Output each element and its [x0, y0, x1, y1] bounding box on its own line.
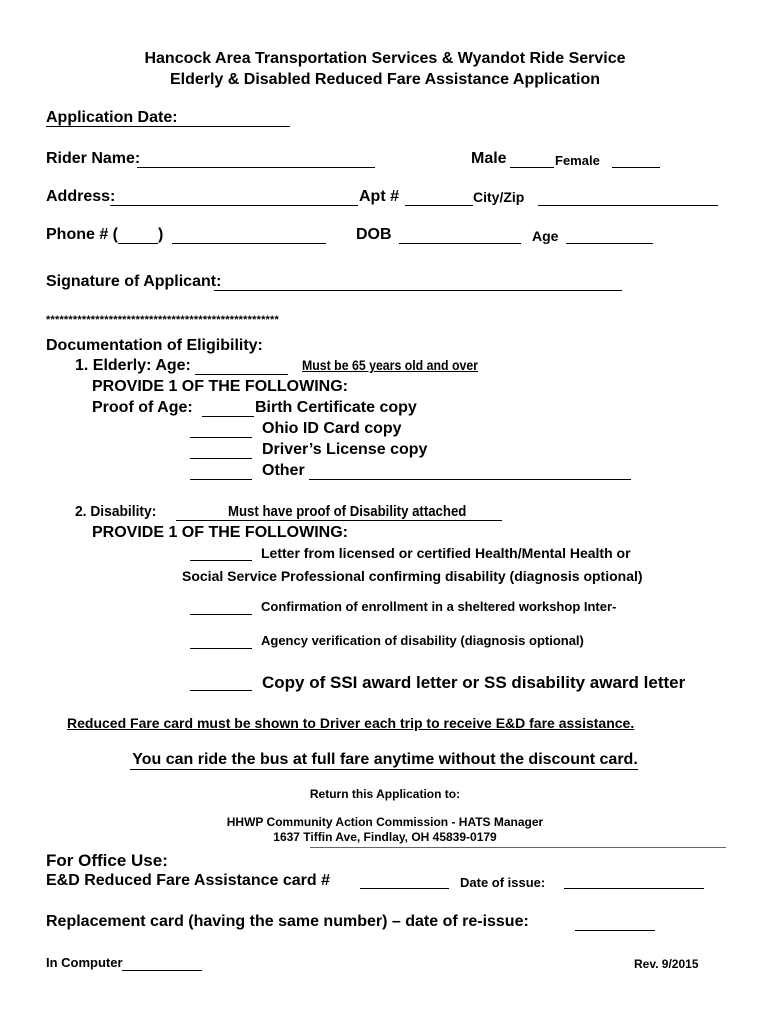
- dob-field[interactable]: [399, 243, 521, 244]
- female-field[interactable]: [612, 167, 660, 168]
- apt-label: Apt #: [359, 188, 399, 205]
- drivers-license-checkbox[interactable]: [190, 458, 252, 459]
- elderly-age-label: 1. Elderly: Age:: [75, 357, 191, 374]
- office-use-heading: For Office Use:: [46, 851, 168, 870]
- rider-name-label: Rider Name:: [46, 150, 141, 167]
- sheltered-workshop-option: Confirmation of enrollment in a sheltered workshop Inter-: [261, 599, 617, 614]
- city-zip-field[interactable]: [538, 205, 718, 206]
- phone-area-code-field[interactable]: [118, 243, 158, 244]
- disability-underline: [176, 520, 502, 521]
- age-field[interactable]: [566, 243, 653, 244]
- ssi-letter-option: Copy of SSI award letter or SS disability award letter: [262, 673, 686, 692]
- signature-label: Signature of Applicant:: [46, 273, 222, 290]
- disability-label: 2. Disability:: [75, 503, 157, 520]
- card-number-label: E&D Reduced Fare Assistance card #: [46, 872, 330, 889]
- male-field[interactable]: [510, 167, 554, 168]
- phone-close-paren: ): [158, 226, 164, 243]
- apt-field[interactable]: [405, 205, 473, 206]
- birth-certificate-option: Birth Certificate copy: [255, 399, 417, 416]
- revision-label: Rev. 9/2015: [634, 957, 699, 971]
- full-fare-underline: [130, 769, 638, 770]
- health-letter-option-line1: Letter from licensed or certified Health/Mental Health or: [261, 545, 631, 561]
- full-fare-notice: You can ride the bus at full fare anytime without the discount card.: [132, 751, 638, 768]
- phone-number-field[interactable]: [172, 243, 326, 244]
- proof-of-age-label: Proof of Age:: [92, 399, 193, 416]
- reissue-date-field[interactable]: [575, 930, 655, 931]
- signature-field[interactable]: [214, 290, 622, 291]
- male-label: Male: [471, 150, 507, 167]
- agency-verification-option: Agency verification of disability (diagnosis optional): [261, 633, 584, 648]
- other-checkbox[interactable]: [190, 479, 252, 480]
- elderly-provide-heading: PROVIDE 1 OF THE FOLLOWING:: [92, 378, 348, 395]
- address-field[interactable]: [110, 205, 358, 206]
- drivers-license-option: Driver’s License copy: [262, 441, 428, 458]
- date-of-issue-label: Date of issue:: [460, 875, 546, 890]
- ssi-letter-checkbox[interactable]: [190, 690, 252, 691]
- card-number-field[interactable]: [360, 888, 449, 889]
- in-computer-field[interactable]: [122, 970, 202, 971]
- birth-certificate-checkbox[interactable]: [202, 416, 254, 417]
- eligibility-heading: Documentation of Eligibility:: [46, 337, 263, 354]
- elderly-age-field[interactable]: [195, 374, 288, 375]
- return-to-label: Return this Application to:: [309, 787, 461, 801]
- office-divider: [310, 847, 726, 848]
- female-label: Female: [555, 153, 600, 168]
- other-option: Other: [262, 462, 305, 479]
- ohio-id-option: Ohio ID Card copy: [262, 420, 402, 437]
- disability-requirement-note: Must have proof of Disability attached: [228, 503, 467, 520]
- document-subtitle: Elderly & Disabled Reduced Fare Assistance Application: [169, 71, 601, 88]
- date-of-issue-field[interactable]: [564, 888, 704, 889]
- document-title: Hancock Area Transportation Services & Wyandot Ride Service: [144, 50, 626, 67]
- application-date-underline[interactable]: [46, 126, 290, 127]
- agency-verification-checkbox[interactable]: [190, 648, 252, 649]
- disability-provide-heading: PROVIDE 1 OF THE FOLLOWING:: [92, 524, 348, 541]
- star-separator: ****************************************************: [46, 314, 279, 326]
- return-address-line1: HHWP Community Action Commission - HATS Manager: [226, 815, 544, 829]
- dob-label: DOB: [356, 226, 392, 243]
- other-field[interactable]: [309, 479, 631, 480]
- city-zip-label: City/Zip: [473, 189, 525, 205]
- application-date-label: Application Date:: [46, 109, 178, 126]
- rider-name-field[interactable]: [137, 167, 375, 168]
- replacement-card-label: Replacement card (having the same number) – date of re-issue:: [46, 913, 529, 930]
- card-notice: Reduced Fare card must be shown to Driver each trip to receive E&D fare assistance.: [67, 715, 635, 731]
- age-label: Age: [532, 228, 559, 244]
- sheltered-workshop-checkbox[interactable]: [190, 614, 252, 615]
- elderly-requirement-note: Must be 65 years old and over: [302, 357, 478, 373]
- in-computer-label: In Computer: [46, 955, 123, 970]
- phone-label: Phone # (: [46, 226, 119, 243]
- health-letter-option-line2: Social Service Professional confirming disability (diagnosis optional): [182, 568, 643, 584]
- address-label: Address:: [46, 188, 116, 205]
- health-letter-checkbox[interactable]: [190, 560, 252, 561]
- return-address-line2: 1637 Tiffin Ave, Findlay, OH 45839-0179: [273, 830, 497, 844]
- ohio-id-checkbox[interactable]: [190, 437, 252, 438]
